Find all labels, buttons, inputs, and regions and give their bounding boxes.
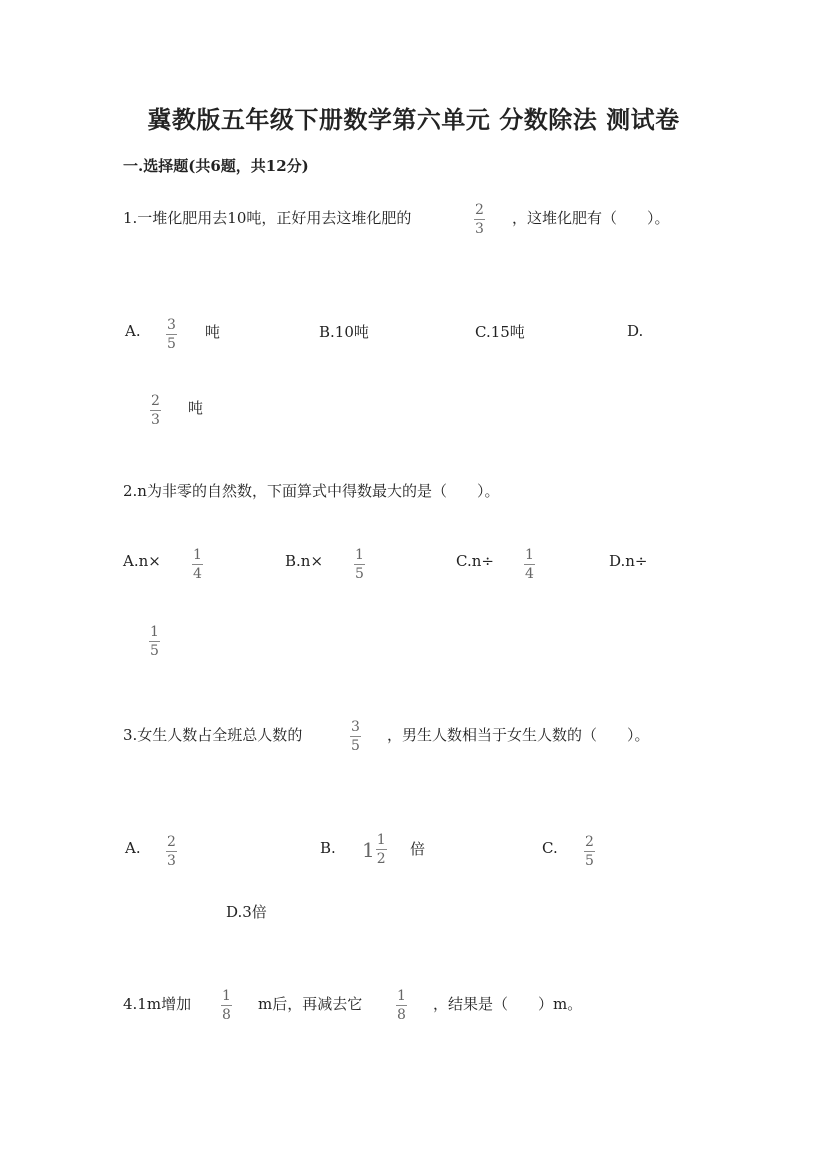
fraction-bar xyxy=(221,1005,232,1006)
numerator: 2 xyxy=(585,834,594,850)
q1-option-d-fraction xyxy=(150,393,161,428)
numerator: 1 xyxy=(150,624,159,640)
q2-option-d-fraction xyxy=(149,624,160,659)
q3-option-c-fraction xyxy=(584,834,595,869)
fraction-bar xyxy=(474,219,485,220)
numerator: 3 xyxy=(351,719,360,735)
fraction-bar xyxy=(166,851,177,852)
q3-fraction xyxy=(350,719,361,754)
q2-option-a[interactable]: A.n× xyxy=(123,552,161,570)
q1-stem-part1: 1.一堆化肥用去10吨，正好用去这堆化肥的 xyxy=(123,209,412,227)
fraction-part xyxy=(376,832,387,867)
q2-stem: 2.n为非零的自然数，下面算式中得数最大的是（ ）。 xyxy=(123,482,500,500)
denominator: 5 xyxy=(355,566,364,582)
denominator: 4 xyxy=(193,566,202,582)
q1-option-a-unit: 吨 xyxy=(205,323,221,341)
q1-option-d-label[interactable]: D. xyxy=(627,322,644,340)
q1-option-c[interactable]: C.15吨 xyxy=(475,323,525,341)
numerator: 1 xyxy=(222,988,231,1004)
denominator: 8 xyxy=(397,1007,406,1023)
q2-option-c-fraction xyxy=(524,547,535,582)
numerator: 2 xyxy=(167,834,176,850)
fraction-bar xyxy=(584,851,595,852)
denominator: 4 xyxy=(525,566,534,582)
q4-stem-part1: 4.1m增加 xyxy=(123,995,192,1013)
section-heading: 一.选择题(共6题，共12分) xyxy=(123,157,309,175)
q3-option-b-label[interactable]: B. xyxy=(320,839,336,857)
q1-option-a-label[interactable]: A. xyxy=(125,322,141,340)
q1-option-b[interactable]: B.10吨 xyxy=(319,323,369,341)
q2-option-a-fraction xyxy=(192,547,203,582)
page-title: 冀教版五年级下册数学第六单元 分数除法 测试卷 xyxy=(147,105,680,134)
q4-fraction-1 xyxy=(221,988,232,1023)
denominator: 5 xyxy=(150,643,159,659)
fraction-bar xyxy=(166,334,177,335)
fraction-bar xyxy=(350,736,361,737)
numerator: 3 xyxy=(167,317,176,333)
q1-frac-numerator: 2 xyxy=(475,202,484,218)
fraction-bar xyxy=(150,410,161,411)
q4-stem-part2: m后，再减去它 xyxy=(258,995,363,1013)
numerator: 2 xyxy=(151,393,160,409)
q1-option-d-unit: 吨 xyxy=(188,399,204,417)
q1-fraction xyxy=(474,202,485,237)
q3-stem-part1: 3.女生人数占全班总人数的 xyxy=(123,726,303,744)
q3-option-a-fraction xyxy=(166,834,177,869)
denominator: 3 xyxy=(167,853,176,869)
q3-stem-part2: ，男生人数相当于女生人数的（ ）。 xyxy=(387,726,650,744)
q4-fraction-2 xyxy=(396,988,407,1023)
q2-option-c[interactable]: C.n÷ xyxy=(456,552,494,570)
fraction-bar xyxy=(192,564,203,565)
denominator: 5 xyxy=(167,336,176,352)
q1-option-a-fraction xyxy=(166,317,177,352)
q3-option-d[interactable]: D.3倍 xyxy=(226,903,267,921)
fraction-bar xyxy=(354,564,365,565)
whole-part: 1 xyxy=(362,837,375,862)
q2-option-b-fraction xyxy=(354,547,365,582)
q3-option-c-label[interactable]: C. xyxy=(542,839,558,857)
denominator: 5 xyxy=(351,738,360,754)
denominator: 3 xyxy=(151,412,160,428)
numerator: 1 xyxy=(397,988,406,1004)
numerator: 1 xyxy=(193,547,202,563)
denominator: 2 xyxy=(376,851,386,867)
numerator: 1 xyxy=(355,547,364,563)
q1-frac-denominator: 3 xyxy=(475,221,484,237)
q2-option-b[interactable]: B.n× xyxy=(285,552,324,570)
q3-option-b-unit: 倍 xyxy=(410,840,426,858)
fraction-bar xyxy=(149,641,160,642)
numerator: 1 xyxy=(376,832,386,848)
denominator: 5 xyxy=(585,853,594,869)
q4-stem-part3: ，结果是（ ）m。 xyxy=(433,995,583,1013)
q3-option-a-label[interactable]: A. xyxy=(125,839,141,857)
numerator: 1 xyxy=(525,547,534,563)
fraction-bar xyxy=(376,849,387,850)
denominator: 8 xyxy=(222,1007,231,1023)
fraction-bar xyxy=(524,564,535,565)
q1-stem-part2: ，这堆化肥有（ ）。 xyxy=(512,209,670,227)
q2-option-d[interactable]: D.n÷ xyxy=(609,552,648,570)
fraction-bar xyxy=(396,1005,407,1006)
q3-option-b-mixed-number xyxy=(362,832,387,867)
